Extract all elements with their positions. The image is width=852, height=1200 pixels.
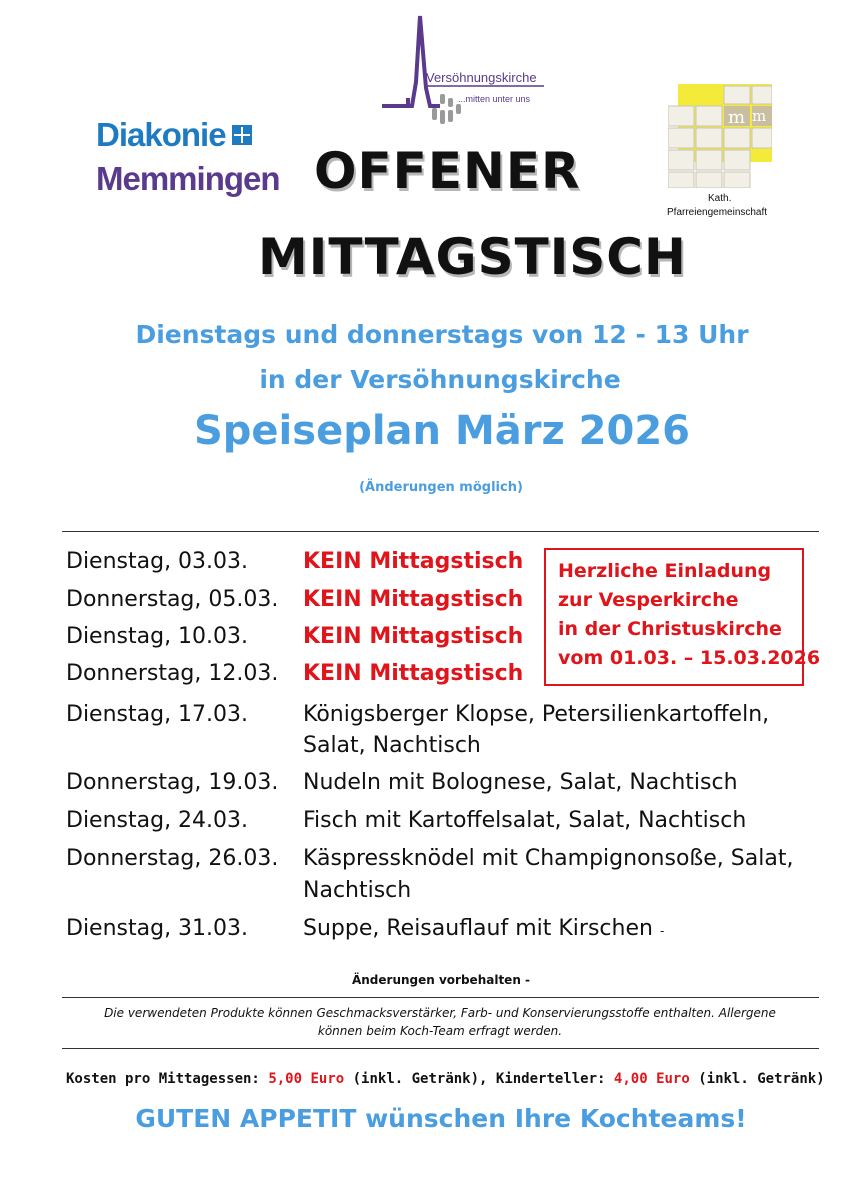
adult-price-note: (inkl. Getränk), Kinderteller: bbox=[352, 1071, 606, 1087]
menu-day: Donnerstag, 12.03. bbox=[66, 661, 279, 686]
closing-greeting: GUTEN APPETIT wünschen Ihre Kochteams! bbox=[135, 1104, 747, 1133]
menu-day: Donnerstag, 19.03. bbox=[66, 770, 279, 795]
menu-meal-suffix: - bbox=[659, 924, 665, 938]
menu-meal: Käspressknödel mit Champignonsoße, Salat, bbox=[303, 846, 794, 871]
menu-day: Dienstag, 24.03. bbox=[66, 808, 249, 833]
vesperkirche-invitation-box bbox=[544, 548, 821, 686]
changes-note: Änderungen vorbehalten - bbox=[351, 973, 531, 987]
menu-day: Donnerstag, 05.03. bbox=[66, 587, 279, 612]
menu-meal: Königsberger Klopse, Petersilienkartoffeln, bbox=[303, 702, 770, 727]
versoehnungskirche-slogan: ...mitten unter uns bbox=[458, 94, 531, 104]
menu-meal-cancelled: KEIN Mittagstisch bbox=[303, 549, 524, 574]
invitation-line3: in der Christuskirche bbox=[558, 618, 782, 640]
divider-bottom bbox=[62, 1048, 819, 1049]
child-price-note: (inkl. Getränk) bbox=[698, 1071, 825, 1087]
diakonie-logo bbox=[96, 118, 280, 196]
menu-meal-cancelled: KEIN Mittagstisch bbox=[303, 624, 524, 649]
diakonie-logo-line2: Memmingen bbox=[96, 160, 280, 197]
menu-meal: Nudeln mit Bolognese, Salat, Nachtisch bbox=[303, 770, 738, 795]
menu-day: Dienstag, 10.03. bbox=[66, 624, 249, 649]
svg-text:m: m bbox=[728, 107, 746, 128]
versoehnungskirche-name: Versöhnungskirche bbox=[426, 70, 537, 85]
costs-label: Kosten pro Mittagessen: bbox=[66, 1071, 260, 1087]
menu-meal-text: Suppe, Reisauflauf mit Kirschen bbox=[303, 916, 653, 941]
adult-price: 5,00 Euro bbox=[268, 1071, 345, 1087]
menu-day: Dienstag, 03.03. bbox=[66, 549, 249, 574]
diakonie-logo-line1: Diakonie bbox=[96, 116, 226, 153]
diakonie-cross-icon bbox=[232, 125, 252, 145]
page-title-line2: MITTAGSTISCH bbox=[258, 228, 687, 286]
menu-plan-title: Speiseplan März 2026 bbox=[193, 408, 690, 454]
invitation-line2: zur Vesperkirche bbox=[558, 589, 739, 611]
allergen-disclaimer bbox=[70, 1004, 810, 1040]
disclaimer-line1: Die verwendeten Produkte können Geschmacksverstärker, Farb- und Konservierungsstoffe enthalten. Allergene bbox=[104, 1006, 776, 1020]
menu-day: Donnerstag, 26.03. bbox=[66, 846, 279, 871]
menu-meal-cancelled: KEIN Mittagstisch bbox=[303, 587, 524, 612]
disclaimer-line2: können beim Koch-Team erfragt werden. bbox=[317, 1024, 563, 1038]
menu-meal-continued: Nachtisch bbox=[303, 878, 412, 903]
invitation-line1: Herzliche Einladung bbox=[558, 560, 772, 582]
pfarreiengemeinschaft-label-line1: Kath. bbox=[708, 193, 732, 204]
menu-day: Dienstag, 17.03. bbox=[66, 702, 249, 727]
schedule-subtitle-line1: Dienstags und donnerstags von 12 - 13 Uhr bbox=[135, 320, 749, 349]
menu-meal-continued: Salat, Nachtisch bbox=[303, 733, 481, 758]
menu-plan-note: (Änderungen möglich) bbox=[359, 480, 523, 495]
costs-line bbox=[66, 1071, 825, 1087]
menu-meal: Fisch mit Kartoffelsalat, Salat, Nachtisch bbox=[303, 808, 747, 833]
menu-meal bbox=[303, 912, 664, 948]
page-title-line1: OFFENER bbox=[314, 142, 581, 200]
divider-top bbox=[62, 531, 819, 532]
menu-meal-cancelled: KEIN Mittagstisch bbox=[303, 661, 524, 686]
divider-middle bbox=[62, 997, 819, 998]
invitation-line4: vom 01.03. – 15.03.2026 bbox=[558, 647, 821, 669]
svg-text:m: m bbox=[752, 107, 767, 125]
pfarreiengemeinschaft-logo-icon bbox=[668, 84, 772, 188]
schedule-subtitle-line2: in der Versöhnungskirche bbox=[259, 365, 621, 394]
menu-day: Dienstag, 31.03. bbox=[66, 916, 249, 941]
pfarreiengemeinschaft-label-line2: Pfarreiengemeinschaft bbox=[667, 207, 768, 218]
child-price: 4,00 Euro bbox=[613, 1071, 690, 1087]
